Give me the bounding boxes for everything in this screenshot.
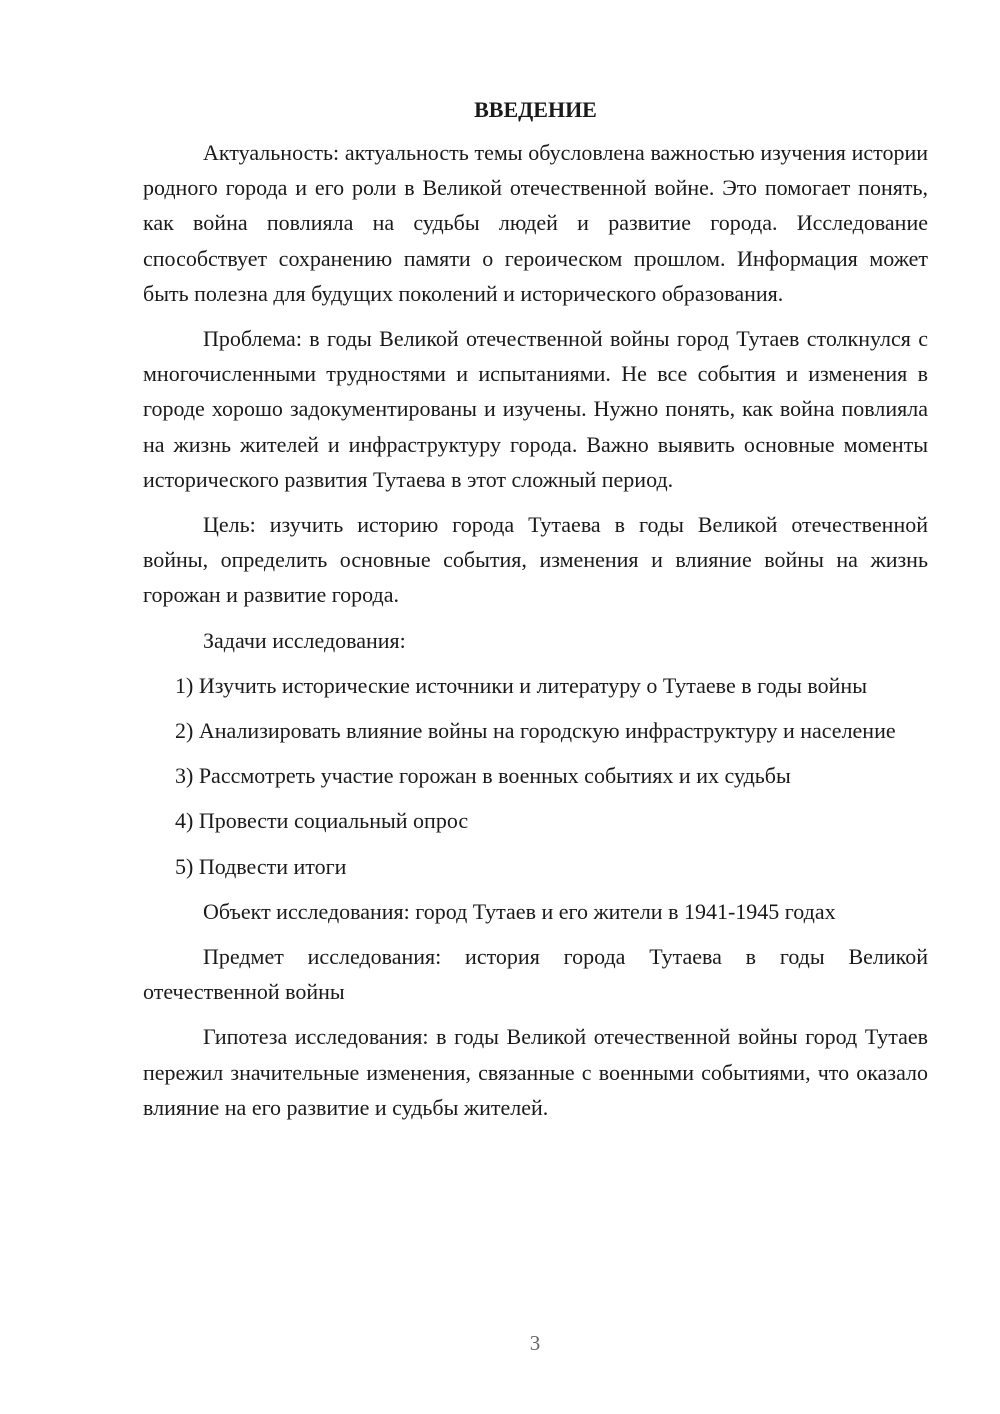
hypothesis-paragraph: Гипотеза исследования: в годы Великой отечественной войны город Тутаев пережил значительные изменения, связанные с военными событиями, что оказало влияние на его развитие и судьбы жителей.	[143, 1024, 928, 1120]
problem-paragraph: Проблема: в годы Великой отечественной войны город Тутаев столкнулся с многочисленными трудностями и испытаниями. Не все события и изменения в городе хорошо задокументированы и изучены. Нужно понять, как война повлияла на жизнь жителей и инфраструктуру города. Важно выявить основные моменты исторического развития Тутаева в этот сложный период.	[143, 326, 928, 492]
list-item: 4) Провести социальный опрос	[175, 808, 469, 834]
tasks-list	[143, 668, 928, 884]
list-item: 2) Анализировать влияние войны на городскую инфраструктуру и население	[175, 718, 896, 744]
tasks-heading: Задачи исследования:	[203, 627, 406, 653]
page-number: 3	[529, 1331, 541, 1355]
object-paragraph: Объект исследования: город Тутаев и его жители в 1941-1945 годах	[203, 898, 836, 924]
document-page	[143, 92, 928, 1135]
subject-paragraph: Предмет исследования: история города Тутаева в годы Великой отечественной войны	[143, 944, 928, 1005]
list-item: 5) Подвести итоги	[175, 853, 347, 879]
relevance-paragraph: Актуальность: актуальность темы обусловлена важностью изучения истории родного города и его роли в Великой отечественной войне. Это помогает понять, как война повлияла на судьбы людей и развитие города. Исследование способствует сохранению памяти о героическом прошлом. Информация может быть полезна для будущих поколений и исторического образования.	[143, 140, 928, 306]
page-title: ВВЕДЕНИЕ	[474, 97, 597, 122]
goal-paragraph: Цель: изучить историю города Тутаева в годы Великой отечественной войны, определить основные события, изменения и влияние войны на жизнь горожан и развитие города.	[143, 512, 928, 608]
list-item: 3) Рассмотреть участие горожан в военных событиях и их судьбы	[175, 763, 791, 789]
list-item: 1) Изучить исторические источники и литературу о Тутаеве в годы войны	[175, 672, 867, 698]
